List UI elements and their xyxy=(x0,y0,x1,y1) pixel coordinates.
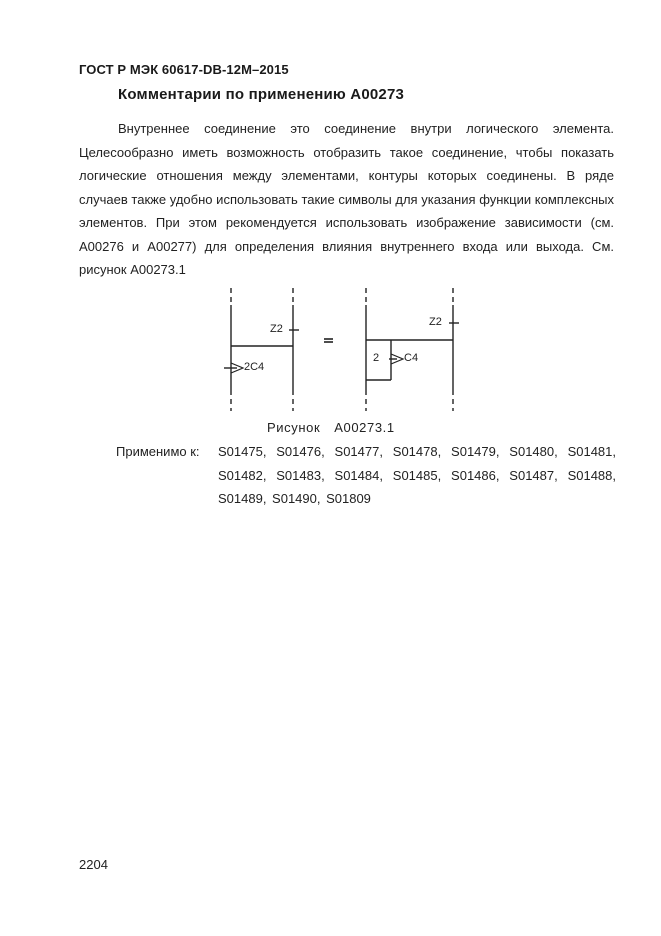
logic-diagram xyxy=(215,285,475,415)
right-internal-label: 2 xyxy=(373,352,380,364)
right-input-label: C4 xyxy=(404,352,419,364)
applicable-to-list: S01475, S01476, S01477, S01478, S01479, S01480, S01481, S01482, S01483, S01484, S01485, S01486, S01487, S01488, S01489, S01490, S01809 xyxy=(218,444,616,506)
page-number: 2204 xyxy=(79,857,108,872)
left-output-label: Z2 xyxy=(270,323,283,335)
applicable-to-label: Применимо к: xyxy=(116,444,200,459)
figure-caption xyxy=(267,420,395,435)
caption-prefix: Рисунок xyxy=(267,420,321,435)
document-header: ГОСТ Р МЭК 60617-DB-12M–2015 xyxy=(79,62,289,77)
caption-id: A00273.1 xyxy=(334,420,395,435)
section-title: Комментарии по применению A00273 xyxy=(118,86,405,103)
figure-a00273-1 xyxy=(215,285,475,415)
body-paragraph: Внутреннее соединение это соединение внутри логического элемента. Целесообразно иметь возможность отобразить такое соединение, чтобы показать логические отношения между элементами, контуры которых соединены. В ряде случаев также удобно использовать такие символы для указания функции комплексных элементов. При этом рекомендуется использовать изображение зависимости (см. A00276 и A00277) для определения влияния внутреннего входа или выхода. См. рисунок A00273.1 xyxy=(79,121,614,277)
left-input-label: 2C4 xyxy=(244,361,265,373)
right-output-label: Z2 xyxy=(429,316,442,328)
